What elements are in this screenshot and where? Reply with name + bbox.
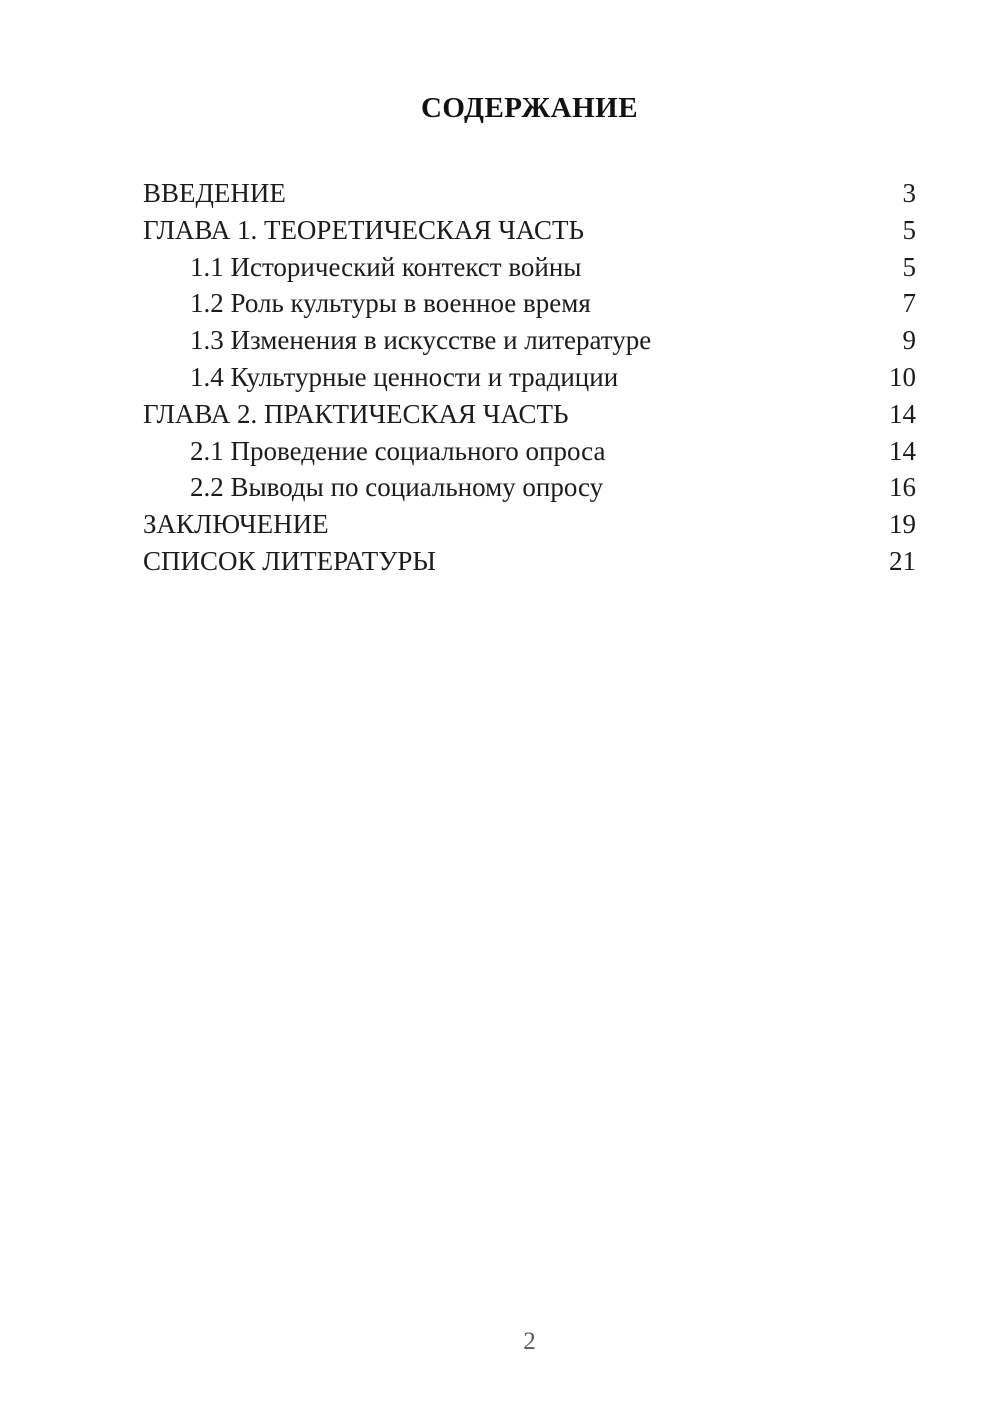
toc-entry-label: 1.1 Исторический контекст войны xyxy=(190,251,582,282)
toc-entry-page: 5 xyxy=(902,214,916,245)
page-number: 2 xyxy=(523,1328,536,1355)
toc-entry xyxy=(143,543,916,580)
toc-entry-page: 10 xyxy=(889,361,916,392)
toc-entry-label: 2.2 Выводы по социальному опросу xyxy=(190,472,604,503)
toc-entry xyxy=(143,285,916,322)
toc-entry xyxy=(143,506,916,543)
toc-entry-label: 1.3 Изменения в искусстве и литературе xyxy=(190,325,652,356)
table-of-contents xyxy=(0,175,1000,580)
toc-entry-label: ЗАКЛЮЧЕНИЕ xyxy=(143,509,329,540)
toc-entry xyxy=(143,433,916,470)
toc-entry-label: СПИСОК ЛИТЕРАТУРЫ xyxy=(143,545,436,576)
toc-entry-page: 7 xyxy=(902,288,916,319)
toc-entry xyxy=(143,359,916,396)
toc-entry-label: ГЛАВА 2. ПРАКТИЧЕСКАЯ ЧАСТЬ xyxy=(143,398,569,429)
toc-entry-label: 2.1 Проведение социального опроса xyxy=(190,435,606,466)
toc-entry-label: ВВЕДЕНИЕ xyxy=(143,178,286,208)
toc-entry xyxy=(143,469,916,506)
toc-entry-page: 14 xyxy=(889,398,916,429)
toc-entry xyxy=(143,322,916,359)
toc-entry-label: 1.4 Культурные ценности и традиции xyxy=(190,361,619,392)
toc-entry-page: 19 xyxy=(889,509,916,540)
toc-entry-page: 21 xyxy=(889,545,916,576)
toc-entry-page: 5 xyxy=(902,251,916,282)
toc-entry-page: 16 xyxy=(889,472,916,503)
toc-entry xyxy=(143,249,916,286)
toc-entry-label: ГЛАВА 1. ТЕОРЕТИЧЕСКАЯ ЧАСТЬ xyxy=(143,214,584,245)
page-title: СОДЕРЖАНИЕ xyxy=(420,92,639,124)
toc-entry-page: 14 xyxy=(889,435,916,466)
toc-entry-page: 3 xyxy=(902,178,916,208)
toc-entry xyxy=(143,212,916,249)
toc-entry xyxy=(143,175,916,212)
toc-entry-page: 9 xyxy=(902,325,916,356)
toc-entry xyxy=(143,396,916,433)
toc-entry-label: 1.2 Роль культуры в военное время xyxy=(190,288,591,319)
